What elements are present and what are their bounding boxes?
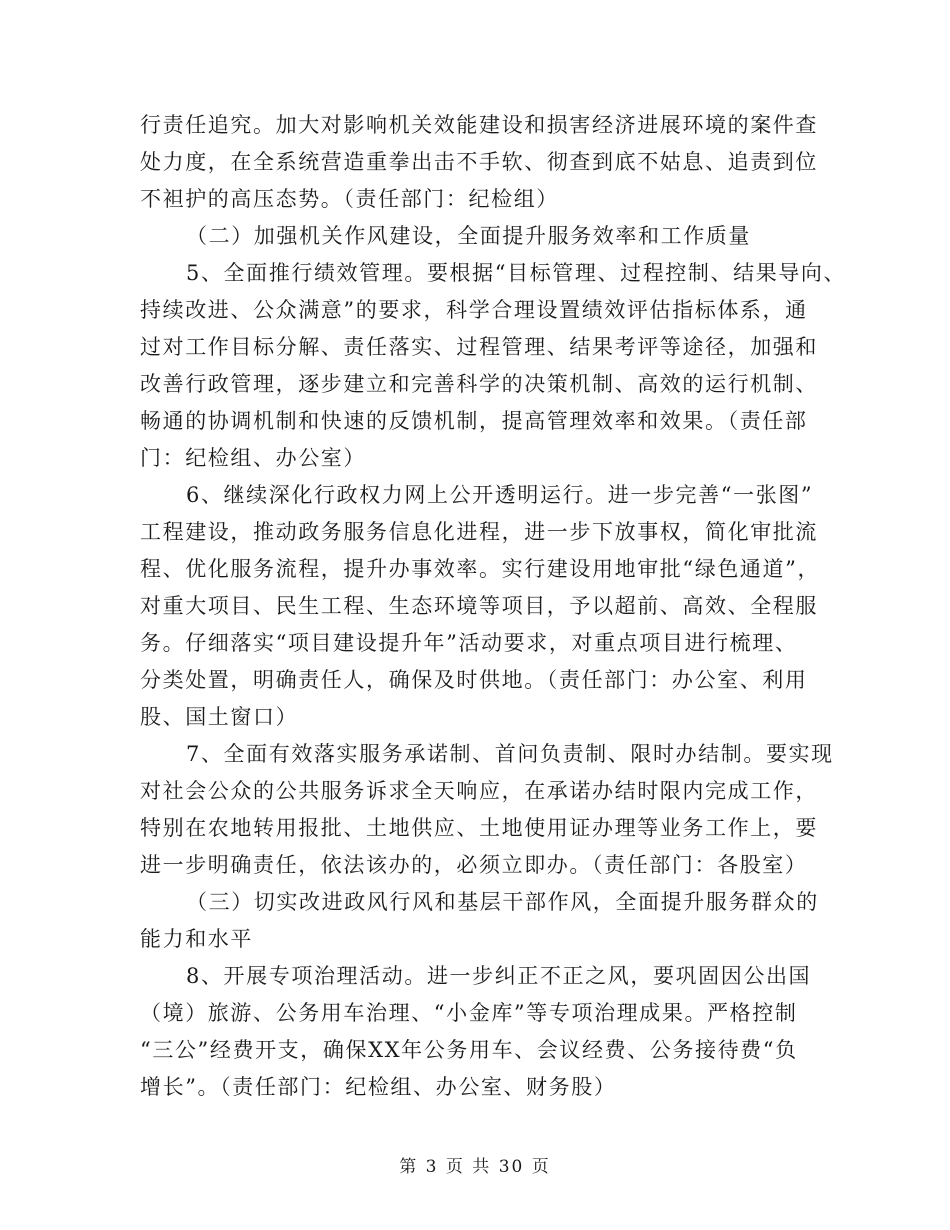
text-line: 增长”。（责任部门：纪检组、办公室、财务股） xyxy=(140,1075,617,1099)
page-number-footer: 第 3 页 共 30 页 xyxy=(399,1157,551,1177)
text-line: 分类处置，明确责任人，确保及时供地。（责任部门：办公室、利用 xyxy=(140,668,808,692)
text-line: 畅通的协调机制和快速的反馈机制，提高管理效率和效果。（责任部 xyxy=(140,409,808,433)
text-line: 进一步明确责任，依法该办的，必须立即办。（责任部门：各股室） xyxy=(140,853,808,877)
paragraph-start: 7、全面有效落实服务承诺制、首问负责制、限时办结制。要实现 xyxy=(186,742,834,766)
section-heading: （二）加强机关作风建设，全面提升服务效率和工作质量 xyxy=(186,224,751,248)
text-line: 特别在农地转用报批、土地供应、土地使用证办理等业务工作上，要 xyxy=(140,816,818,840)
text-line: 不袒护的高压态势。（责任部门：纪检组） xyxy=(140,187,559,211)
text-line: 程、优化服务流程，提升办事效率。实行建设用地审批“绿色通道”， xyxy=(140,557,821,581)
text-line: 务。仔细落实“项目建设提升年”活动要求，对重点项目进行梳理、 xyxy=(140,631,798,655)
text-line: 对社会公众的公共服务诉求全天响应，在承诺办结时限内完成工作， xyxy=(140,779,818,803)
section-heading: （三）切实改进政风行风和基层干部作风，全面提升服务群众的 xyxy=(186,890,819,914)
paragraph-start: 6、继续深化行政权力网上公开透明运行。进一步完善“一张图” xyxy=(186,483,814,507)
text-line: 对重大项目、民生工程、生态环境等项目，予以超前、高效、全程服 xyxy=(140,594,818,618)
text-line: 能力和水平 xyxy=(140,927,253,951)
text-line: 工程建设，推动政务服务信息化进程，进一步下放事权，简化审批流 xyxy=(140,520,818,544)
text-line: 行责任追究。加大对影响机关效能建设和损害经济进展环境的案件查 xyxy=(140,113,818,137)
text-line: 过对工作目标分解、责任落实、过程管理、结果考评等途径，加强和 xyxy=(140,335,818,359)
text-line: 股、国土窗口） xyxy=(140,705,299,729)
paragraph-start: 8、开展专项治理活动。进一步纠正不正之风，要巩固因公出国 xyxy=(186,964,812,988)
text-line: 改善行政管理，逐步建立和完善科学的决策机制、高效的运行机制、 xyxy=(140,372,818,396)
text-line: （境）旅游、公务用车治理、“小金库”等专项治理成果。严格控制 xyxy=(140,1001,798,1025)
text-line: 处力度，在全系统营造重拳出击不手软、彻查到底不姑息、追责到位 xyxy=(140,150,818,174)
paragraph-start: 5、全面推行绩效管理。要根据“目标管理、过程控制、结果导向、 xyxy=(186,261,847,285)
text-line: “三公”经费开支，确保XX年公务用车、会议经费、公务接待费“负 xyxy=(140,1038,798,1062)
text-line: 门：纪检组、办公室） xyxy=(140,446,366,470)
text-line: 持续改进、公众满意”的要求，科学合理设置绩效评估指标体系，通 xyxy=(140,298,808,322)
